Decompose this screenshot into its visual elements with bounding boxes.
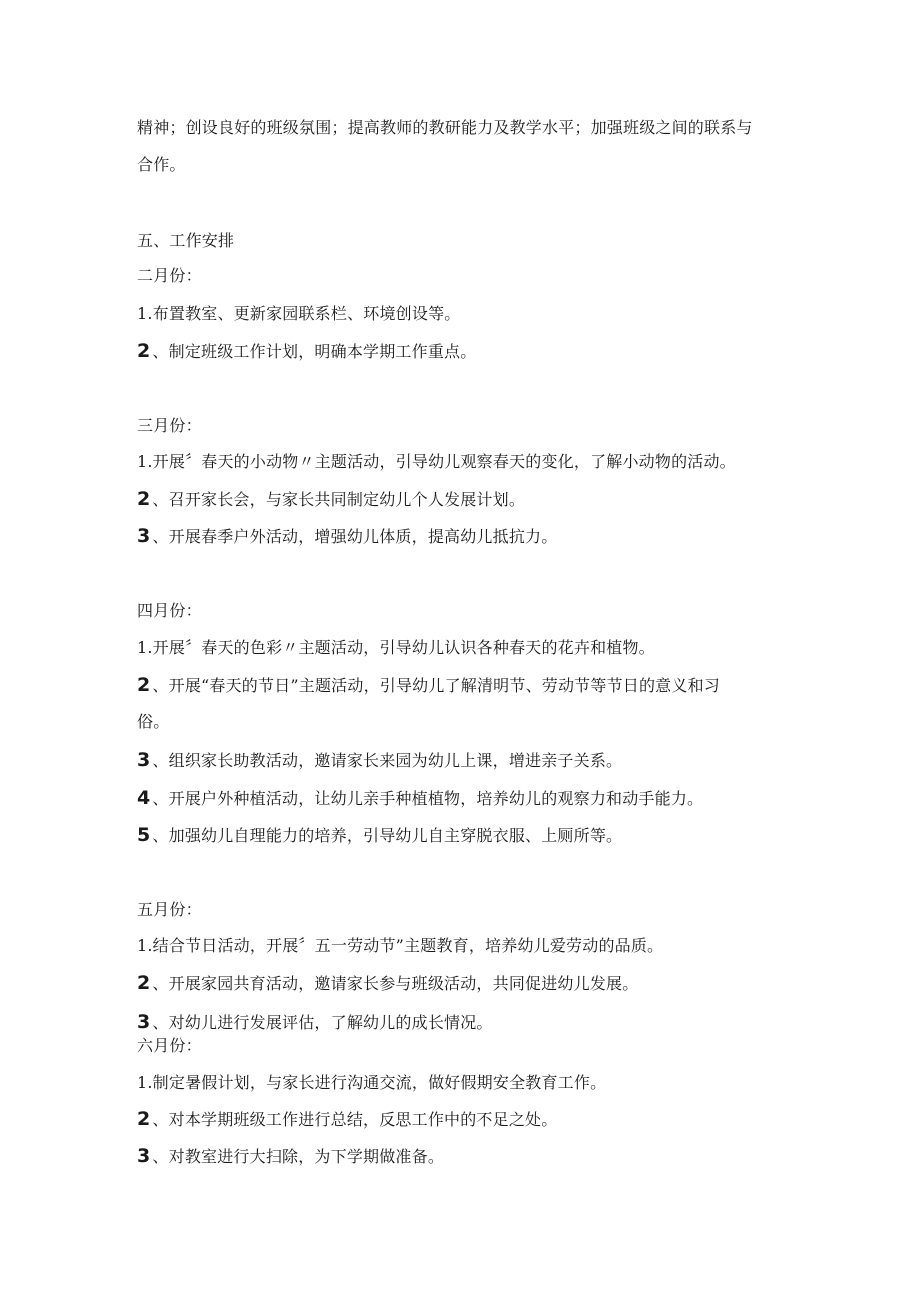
- list-item: 2 、对本学期班级工作进行总结，反思工作中的不足之处。: [137, 1108, 558, 1130]
- list-item: 2 、召开家长会，与家长共同制定幼儿个人发展计划。: [137, 488, 526, 510]
- list-item: 1.开展〞春天的小动物〃主题活动，引导幼儿观察春天的变化，了解小动物的活动。: [137, 452, 736, 471]
- list-item: 3 、组织家长助教活动，邀请家长来园为幼儿上课，增进亲子关系。: [137, 749, 623, 771]
- list-item: 3 、开展春季户外活动，增强幼儿体质，提高幼儿抵抗力。: [137, 525, 558, 547]
- list-item: 5 、加强幼儿自理能力的培养，引导幼儿自主穿脱衣服、上厕所等。: [137, 824, 623, 846]
- month-title-feb: 二月份：: [137, 266, 202, 285]
- intro-line-1: 精神；创设良好的班级氛围；提高教师的教研能力及教学水平；加强班级之间的联系与: [137, 118, 753, 137]
- list-item: 1.布置教室、更新家园联系栏、环境创设等。: [137, 304, 461, 323]
- intro-line-2: 合作。: [137, 155, 186, 174]
- list-item: 1.结合节日活动，开展〞五一劳动节”主题教育，培养幼儿爱劳动的品质。: [137, 936, 664, 955]
- list-item: 2 、开展家园共育活动，邀请家长参与班级活动，共同促进幼儿发展。: [137, 972, 639, 994]
- list-item: 3 、对幼儿进行发展评估，了解幼儿的成长情况。: [137, 1011, 493, 1033]
- list-item: 1.制定暑假计划，与家长进行沟通交流，做好假期安全教育工作。: [137, 1073, 607, 1092]
- list-item: 3 、对教室进行大扫除，为下学期做准备。: [137, 1145, 445, 1167]
- list-item: 1.开展〞春天的色彩〃主题活动，引导幼儿认识各种春天的花卉和植物。: [137, 638, 655, 657]
- list-item: 4 、开展户外种植活动，让幼儿亲手种植植物，培养幼儿的观察力和动手能力。: [137, 787, 704, 809]
- list-item: 2 、开展“春天的节日”主题活动，引导幼儿了解清明节、劳动节等节日的意义和习: [137, 674, 720, 696]
- list-item-continuation: 俗。: [137, 712, 170, 731]
- month-title-may: 五月份：: [137, 900, 202, 919]
- section-title: 五、工作安排: [137, 231, 235, 250]
- month-title-mar: 三月份：: [137, 416, 202, 435]
- month-title-apr: 四月份：: [137, 601, 202, 620]
- list-item: 2 、制定班级工作计划，明确本学期工作重点。: [137, 340, 477, 362]
- month-title-jun: 六月份：: [137, 1036, 202, 1055]
